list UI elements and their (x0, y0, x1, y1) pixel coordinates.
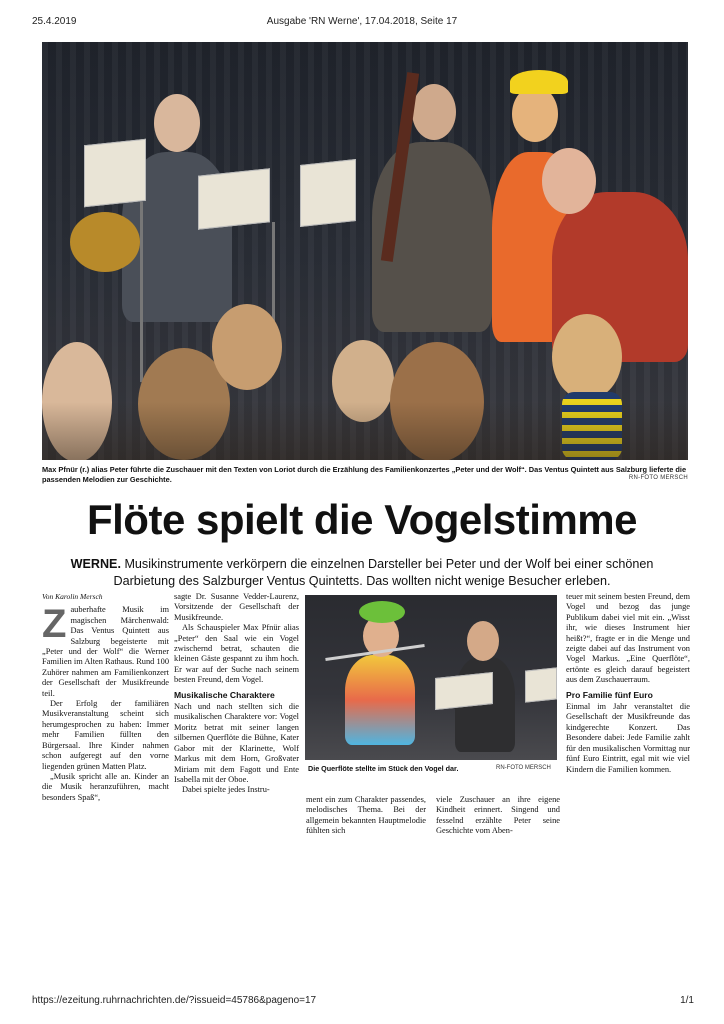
article-paragraph: teuer mit seinem besten Freund, dem Vogel und bezog das junge Publikum dabei viel mit ein. „Wisst ihr, wie dieses Instrument hier heißt?“, fragte er in die Menge und zeigte dabei auf das Instrument von Vogel Markus. „Eine Querflöte“, ertönte es gleich darauf begeistert aus dem Zuschauerraum. (566, 592, 690, 685)
clarinet-player-head (467, 621, 499, 661)
byline: Von Karolin Mersch (42, 592, 103, 601)
bassoon-player-head (412, 84, 456, 140)
music-stand-sheet (435, 672, 493, 710)
article-paragraph: ment ein zum Charakter passendes, melodisches Thema. Bei der allgemein bekannten Hauptmelodie fühlten sich (306, 795, 426, 836)
article-subhead: Pro Familie fünf Euro (566, 689, 653, 700)
page-number: 1/1 (680, 995, 694, 1006)
article-paragraph: Nach und nach stellten sich die musikalischen Charaktere vor: Vogel Moritz betrat mit seiner langen silbernen Querflöte die Bühne, Kater Gabor mit der Klarinette, Wolf Markus mit dem Horn, Großvater Miriam mit dem Fagott und Ente Isabella mit der Oboe. (174, 702, 299, 784)
narrator-head (542, 148, 596, 214)
parrot-hat (359, 601, 405, 623)
french-horn (70, 212, 140, 272)
article-paragraph: Einmal im Jahr veranstaltet die Gesellschaft der Musikfreunde das kindgerechte Konzert. Das Besondere dabei: Jede Familie zahlt für den musikalischen Vormittag nur fünf Euro Eintritt, egal mit wie viel Kindern die Familien kommen. (566, 702, 690, 774)
article-headline: Flöte spielt die Vogelstimme (86, 496, 637, 543)
concert-photo (42, 42, 688, 460)
article-column-2 (174, 592, 299, 796)
article-column-4 (436, 795, 560, 837)
drop-cap: Z (42, 602, 67, 647)
music-stand-sheet (84, 139, 146, 208)
child-audience (552, 314, 622, 400)
flute-photo-credit: RN-FOTO MERSCH (496, 765, 551, 771)
teaser-location: WERNE. (70, 557, 121, 571)
horn-player-head (154, 94, 200, 152)
music-stand-sheet (198, 168, 270, 230)
teaser-text: Musikinstrumente verkörpern die einzelnen Darsteller bei Peter und der Wolf bei einer schönen Darbietung des Salzburger Ventus Quintetts. Das wollten nicht wenige Besucher erleben. (113, 557, 654, 588)
oboe-player-head (512, 86, 558, 142)
music-stand-pole (140, 202, 143, 382)
music-stand-sheet (300, 159, 356, 227)
article-column-1 (42, 592, 169, 803)
article-subhead: Musikalische Charaktere (174, 689, 275, 700)
article-paragraph: viele Zuschauer an ihre eigene Kindheit erinnert. Singend und fesselnd erzählte Peter seine Geschichte vom Aben- (436, 795, 560, 836)
paragraph-text: auberhafte Musik im magischen Märchenwald: Das Ventus Quintett aus Salzburg begeisterte mit „Peter und der Wolf“ die Werner Familien im Alten Rathaus. Rund 100 Zuhörer nahmen am Familienkonzert der Gesellschaft der Musikfreunde teil. (42, 605, 170, 698)
main-photo-credit: RN-FOTO MERSCH (628, 475, 688, 481)
article-paragraph: Der Erfolg der familiären Musikveranstaltung scheint sich herumgesprochen zu haben: Immer mehr Familien füllten den Bürgersaal. Ihre Kinder nahmen schon aufgeregt auf den vorne liegenden grünen Matten Platz. (42, 699, 169, 771)
source-url[interactable]: https://ezeitung.ruhrnachrichten.de/?issueid=45786&pageno=17 (32, 995, 317, 1006)
main-photo-caption: Max Pfnür (r.) alias Peter führte die Zuschauer mit den Texten von Loriot durch die Erzählung des Familienkonzertes „Peter und der Wolf“. Das Ventus Quintett aus Salzburg lieferte die passenden Melodien zur Geschichte. (42, 465, 687, 484)
print-date: 25.4.2019 (32, 16, 77, 27)
article-teaser (62, 556, 662, 590)
music-stand-sheet (525, 667, 557, 702)
article-paragraph: „Musik spricht alle an. Kinder an die Musik heranzuführen, macht besonders Spaß“, (42, 771, 169, 802)
flute-photo-caption: Die Querflöte stellte im Stück den Vogel dar. (308, 764, 459, 773)
article-paragraph: sagte Dr. Susanne Vedder-Laurenz, Vorsitzende der Gesellschaft der Musikfreunde. (174, 592, 299, 622)
flute-photo (305, 595, 557, 760)
child-audience (212, 304, 282, 390)
flute-player-figure (345, 655, 415, 745)
article-column-5 (566, 592, 690, 775)
article-paragraph: Dabei spielte jedes Instru- (182, 785, 270, 795)
article-paragraph (42, 602, 170, 699)
article-paragraph: Als Schauspieler Max Pfnür alias „Peter“ den Saal wie ein Vogel zwischernd betrat, schauten die kleinen Gäste gespannt zu ihm hoch. Er war auf der Suche nach seinem besten Freund, dem Vogel. (174, 623, 299, 685)
floor-shadow (42, 402, 688, 460)
edition-info: Ausgabe 'RN Werne', 17.04.2018, Seite 17 (266, 16, 458, 27)
stage-backdrop (305, 595, 557, 760)
article-column-3 (306, 795, 426, 837)
duck-hat (510, 70, 568, 94)
